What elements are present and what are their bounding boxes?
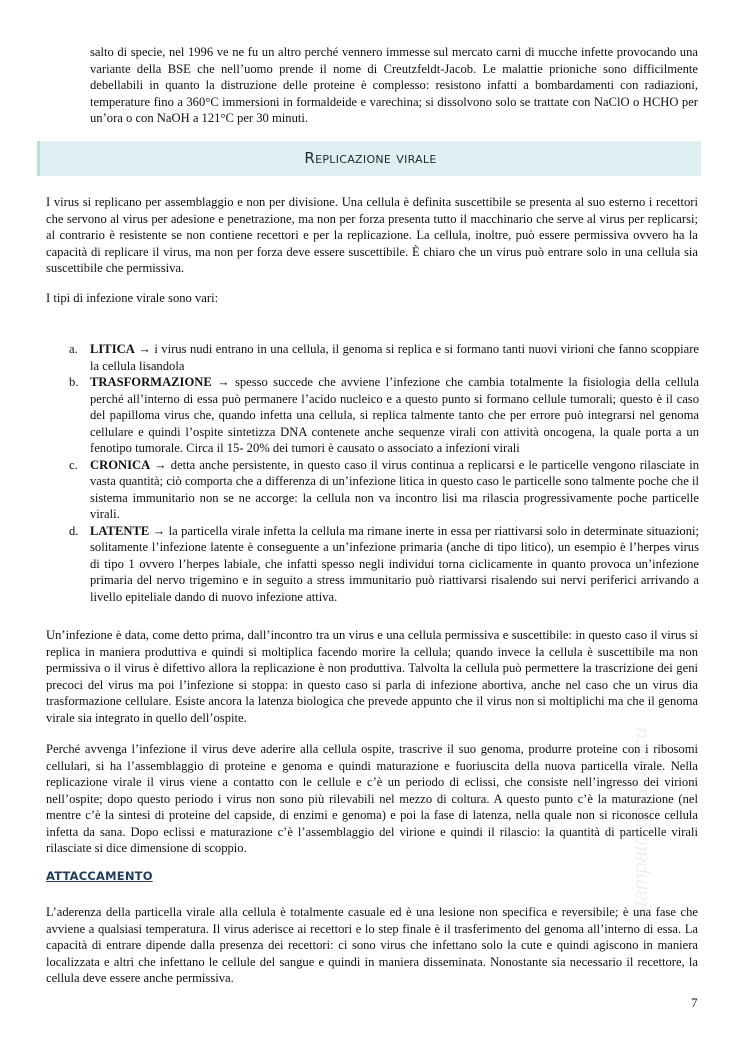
list-item-text: → la particella virale infetta la cellula ma rimane inerte in essa per riattivarsi solo in determinate situazioni; solitamente l’infezione latente è conseguente a un’infezione primaria (anche di tipo litico), un esempio è l’herpes virus di tipo 1 ovvero l’herpes labiale, che infatti spesso negli individui torna ciclicamente in quanto provoca un’infezione primaria del nervo trigemino e in seguito a stress immunitario può riattivarsi risalendo sui nervi periferici arrivando a livello epiteliale dando di nuovo infezione attiva. [90, 523, 699, 604]
list-marker: b. [69, 375, 79, 389]
paragraph-susceptibility: I virus si replicano per assemblaggio e non per divisione. Una cellula è definita suscettibile se presenta al suo esterno i recettori che servono al virus per adesione e penetrazione, ma non per forza presenta tutto il macchinario che serve al virus per replicarsi; al contrario è resistente se non contiene recettori e per la replicazione. La cellula, inoltre, può essere permissiva ovvero ha la capacità di replicare il virus, ma non per forza deve essere suscettibile. È chiaro che un virus può entrare solo in una cellula sia suscettibile che permissiva. [46, 195, 698, 275]
paragraph-replication-cycle: Perché avvenga l’infezione il virus deve aderire alla cellula ospite, trascrive il suo genoma, produrre proteine con i ribosomi cellulari, si ha l’assemblaggio di proteine e genoma e quindi maturazione e fuoriuscita della nuova particella virale. Nella replicazione virale il virus viene a contatto con le cellule e c’è un periodo di eclissi, che consiste nell’ingresso dei virioni nell’ospite; dopo questo periodo i virus non sono più rilevabili nel mezzo di coltura. A questo punto c’è la maturazione (nel mentre c’è la sintesi di proteine del capside, di enzimi e genoma) e poi la fase di latenza, nella quale non si riconosce cellula infetta da sana. Dopo eclissi e maturazione c’è l’assemblaggio del virione e quindi il rilascio: la quantità di particelle virali rilasciate si dice dimensione di scoppio. [46, 742, 698, 855]
list-item [69, 523, 699, 606]
list-item-text: → detta anche persistente, in questo caso il virus continua a replicarsi e le particelle vengono rilasciate in vasta quantità; ciò comporta che a differenza di un’infezione litica in questo caso le particelle sono talmente poche che il sistema immunitario non se ne accorge: la cellula non va incontro lisi ma rilascia progressivamente poche particelle virali. [90, 457, 699, 521]
term-cronica: CRONICA [90, 457, 151, 472]
list-marker: a. [69, 342, 78, 356]
list-item [69, 457, 699, 523]
paragraph-productive-infection: Un’infezione è data, come detto prima, dall’incontro tra un virus e una cellula permissiva e suscettibile: in questo caso il virus si replica in maniera produttiva e quindi si moltiplica facendo morire la cellula; quando invece la cellula è suscettibile ma non permissiva o il virus è difettivo allora la replicazione è non produttiva. Talvolta la cellula può permettere la trascrizione dei geni precoci del virus ma poi l’infezione si stoppa: in questo caso si parla di infezione abortiva, anche nel caso che un virus dia trasformazione cellulare. Esiste ancora la latenza biologica che prevede appunto che il virus non si moltiplichi ma che il genoma virale sia integrato in quello dell’ospite. [46, 628, 698, 725]
section-banner [37, 141, 701, 176]
infection-types-list [69, 341, 699, 605]
list-item [69, 341, 699, 374]
list-item-text: → i virus nudi entrano in una cellula, il genoma si replica e si formano tanti nuovi virioni che fanno scoppiare la cellula lisandola [90, 342, 699, 373]
watermark: Stampato da Studocu [630, 727, 652, 920]
page-number: 7 [691, 995, 698, 1010]
list-marker: c. [69, 457, 78, 472]
list-item-text: → spesso succede che avviene l’infezione che cambia totalmente la fisiologia della cellula perché all’interno di essa può permanere l’acido nucleico e a questo punto si formano cellule tumorali; questo è il caso del papilloma virus che, quando infetta una cellula, si replica talmente tanto che per errore può integrarsi nel genoma cellulare e quindi l’ospite sintetizza DNA contenete anche sequenze virali con attività oncogena, la quale porta a un fenotipo tumorale. Circa il 15- 20% dei tumori è causato o associato a infezioni virali [90, 375, 699, 455]
term-litica: LITICA [90, 342, 135, 356]
paragraph-infection-intro: I tipi di infezione virale sono vari: [46, 291, 219, 305]
list-item [69, 374, 699, 457]
intro-paragraph: salto di specie, nel 1996 ve ne fu un altro perché vennero immesse sul mercato carni di mucche infette provocando una variante della BSE che nell’uomo prende il nome di Creutzfeldt-Jacob. Le malattie prioniche sono difficilmente debellabili in quanto la distruzione delle proteine è complesso: resistono infatti a bombardamenti con radiazioni, temperature fino a 360°C immersioni in formaldeide e varechina; si dissolvono solo se trattate con NaClO o HCHO per un’ora o con NaOH a 121°C per 30 minuti. [90, 45, 698, 125]
term-trasformazione: TRASFORMAZIONE [90, 375, 212, 389]
section-title: Replicazione virale [304, 149, 437, 167]
list-marker: d. [69, 523, 79, 538]
paragraph-attaccamento: L’aderenza della particella virale alla cellula è totalmente casuale ed è una lesione non specifica e reversibile; è una fase che avviene a qualsiasi temperatura. Il virus aderisce ai recettori e lo step finale è il trasferimento del genoma all’interno di essa. La capacità di entrare dipende dalla presenza dei recettori: ci sono virus che infettano solo la cute e quindi agiscono in maniera localizzata e altri che infettano le cellule del sangue e quindi in maniera disseminata. Nonostante sia necessario il recettore, la cellula deve essere anche permissiva. [46, 905, 698, 985]
subheading-attaccamento: ATTACCAMENTO [46, 869, 153, 883]
term-latente: LATENTE [90, 523, 150, 538]
